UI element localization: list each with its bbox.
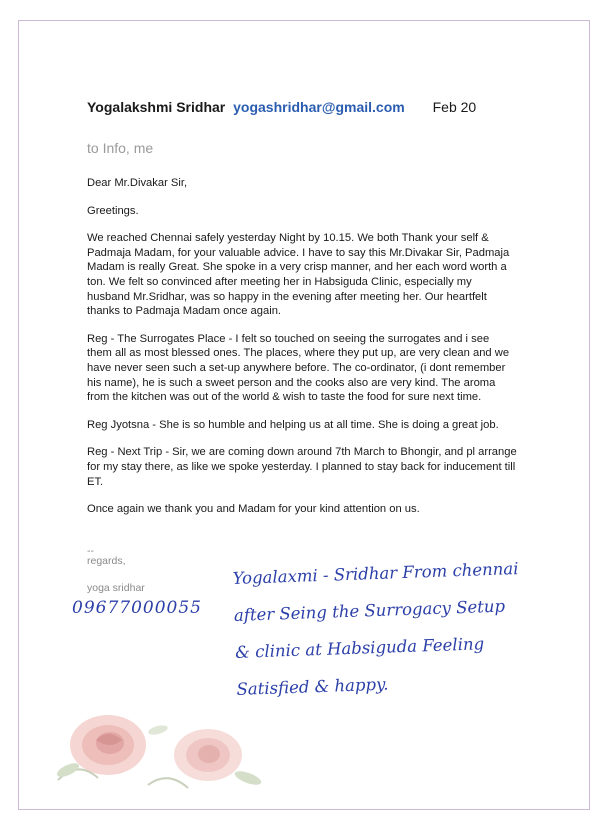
body-paragraph: We reached Chennai safely yesterday Night by 10.15. We both Thank your self & Padmaja Madam, for your valuable advice. I have to say this Mr.Divakar Sir, Padmaja Madam is really Great. She spoke in a very crisp manner, and her each word worth a ton. We felt so convinced after meeting her in Habsiguda Clinic, especially my husband Mr.Sridhar, was so happy in the evening after meeting her. Our heartfelt thanks to Padmaja Madam once again.	[87, 232, 510, 318]
email-header	[87, 99, 476, 115]
handwritten-line: Satisfied & happy.	[236, 674, 389, 699]
email-body	[87, 176, 517, 530]
handwritten-note	[232, 547, 607, 708]
body-paragraph: Reg Jyotsna - She is so humble and helping us at all time. She is doing a great job.	[87, 418, 499, 431]
closing-paragraph: Once again we thank you and Madam for your kind attention on us.	[87, 503, 420, 516]
handwritten-line: Yogalaxmi - Sridhar From chennai	[232, 559, 519, 588]
recipients-line: to Info, me	[87, 140, 154, 156]
rose-icon	[38, 700, 288, 800]
body-paragraph: Reg - The Surrogates Place - I felt so touched on seeing the surrogates and i see them all as most blessed ones. The places, where they put up, are very clean and we have never seen such a set-up anywhere before. The co-ordinator, (i dont remember his name), he is such a sweet person and the cooks also are very kind. The aroma from the kitchen was out of the world & wish to taste the food for sure next time.	[87, 332, 510, 404]
handwritten-line: after Seing the Surrogacy Setup	[233, 596, 506, 625]
sender-name: Yogalakshmi Sridhar	[87, 99, 226, 115]
signature-separator: --	[87, 545, 94, 557]
body-paragraph: Reg - Next Trip - Sir, we are coming down around 7th March to Bhongir, and pl arrange for my stay there, as like we spoke yesterday. I planned to stay back for inducement till ET.	[87, 446, 517, 488]
sender-email[interactable]: yogashridhar@gmail.com	[233, 99, 405, 115]
email-date: Feb 20	[432, 99, 477, 115]
salutation: Dear Mr.Divakar Sir,	[87, 177, 188, 189]
signature-name: yoga sridhar	[87, 582, 145, 594]
handwritten-line: & clinic at Habsiguda Feeling	[234, 634, 485, 662]
handwritten-phone: 09677000055	[72, 598, 202, 618]
greeting: Greetings.	[87, 204, 139, 217]
signature-block	[87, 544, 145, 596]
signature-regards: regards,	[87, 555, 126, 567]
